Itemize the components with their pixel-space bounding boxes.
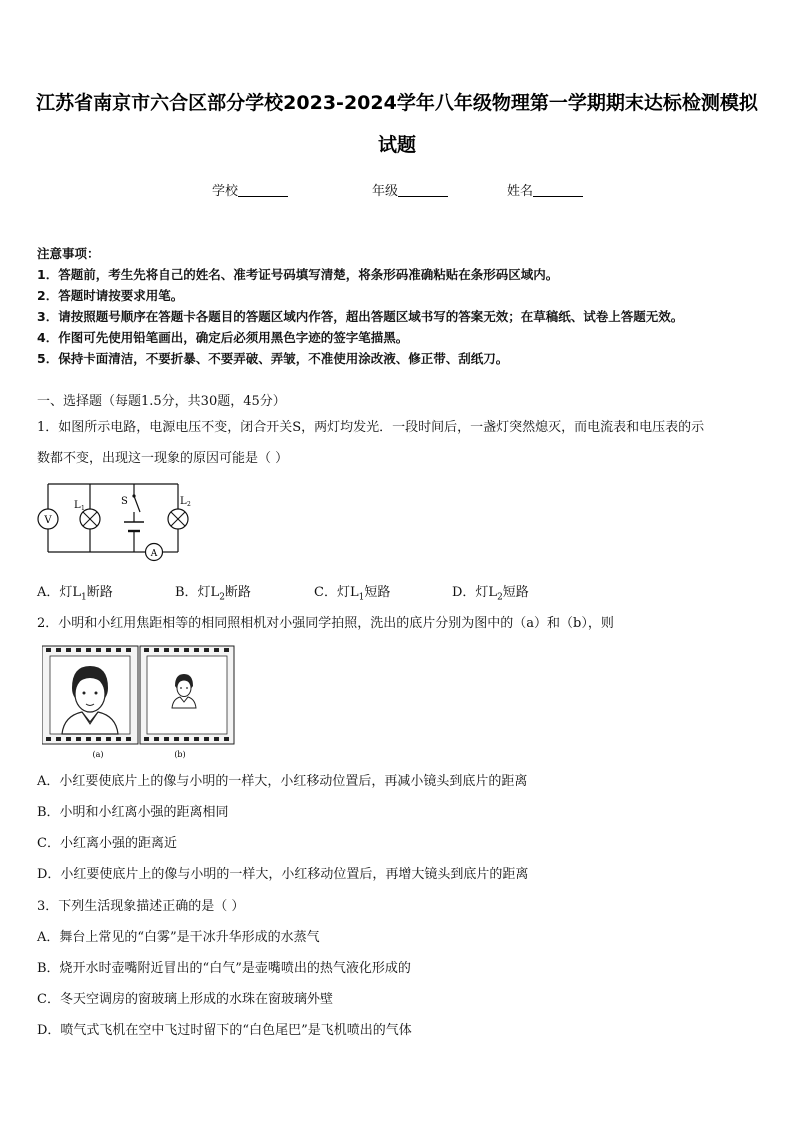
q1-circuit-diagram — [36, 478, 196, 568]
lamp-l2-icon — [168, 509, 188, 529]
name-field — [507, 180, 583, 199]
q1-stem-line2: 数都不变，出现这一现象的原因可能是（ ） — [37, 451, 289, 466]
document-title-line1: 江苏省南京市六合区部分学校2023-2024学年八年级物理第一学期期末达标检测模拟 — [36, 92, 758, 114]
switch-label: S — [121, 496, 128, 507]
q3-option-b: B．烧开水时壶嘴附近冒出的“白气”是壶嘴喷出的热气液化形成的 — [37, 961, 411, 976]
voltmeter-label: V — [44, 515, 52, 526]
notice-heading: 注意事项： — [37, 246, 100, 261]
notice-item-1: 1．答题前，考生先将自己的姓名、准考证号码填写清楚，将条形码准确粘贴在条形码区域内。 — [37, 267, 559, 282]
q2-film-negatives-figure — [42, 644, 236, 760]
school-label: 学校 — [212, 184, 239, 199]
school-blank — [238, 184, 288, 197]
q1-option-c: C．灯$L_1$短路 — [314, 585, 391, 603]
name-label: 姓名 — [507, 184, 534, 199]
lamp-l1-icon — [80, 509, 100, 529]
school-field — [212, 180, 288, 199]
switch-pivot-icon — [132, 494, 135, 497]
notice-item-3: 3．请按照题号顺序在答题卡各题目的答题区域内作答，超出答题区域书写的答案无效；在草稿纸、试卷上答题无效。 — [37, 309, 684, 324]
q1-stem-line1: 1．如图所示电路，电源电压不变，闭合开关S，两灯均发光．一段时间后，一盏灯突然熄灭，而电流表和电压表的示 — [37, 420, 705, 435]
q3-option-c: C．冬天空调房的窗玻璃上形成的水珠在窗玻璃外壁 — [37, 992, 333, 1007]
q3-option-d: D．喷气式飞机在空中飞过时留下的“白色尾巴”是飞机喷出的气体 — [37, 1023, 412, 1038]
notice-item-2: 2．答题时请按要求用笔。 — [37, 288, 184, 303]
lamp-l1-label: L — [74, 500, 81, 511]
lamp-l1-subscript: 1 — [81, 505, 85, 512]
portrait-a-face — [75, 676, 105, 712]
film-strip-a — [42, 646, 138, 744]
q1-option-a: A．灯$L_1$断路 — [37, 585, 113, 603]
name-blank — [533, 184, 583, 197]
document-title-line2: 试题 — [377, 134, 416, 156]
lamp-l2-subscript: 2 — [187, 501, 191, 508]
grade-blank — [398, 184, 448, 197]
section-heading: 一、选择题（每题1.5分，共30题，45分） — [37, 394, 286, 409]
lamp-l2-label: L — [180, 496, 187, 507]
q3-stem: 3．下列生活现象描述正确的是（ ） — [37, 899, 245, 914]
notice-item-5: 5．保持卡面清洁，不要折暴、不要弄破、弄皱，不准使用涂改液、修正带、刮纸刀。 — [37, 351, 509, 366]
grade-label: 年级 — [372, 184, 399, 199]
q2-option-d: D．小红要使底片上的像与小明的一样大，小红移动位置后，再增大镜头到底片的距离 — [37, 867, 529, 882]
ammeter-label: A — [150, 549, 158, 559]
q1-option-d: D．灯$L_2$短路 — [452, 585, 529, 603]
q2-option-b: B．小明和小红离小强的距离相同 — [37, 805, 229, 820]
grade-field — [372, 180, 448, 199]
q3-option-a: A．舞台上常见的“白雾”是干冰升华形成的水蒸气 — [37, 930, 320, 945]
q2-stem: 2．小明和小红用焦距相等的相同照相机对小强同学拍照，洗出的底片分别为图中的（a）和（b），则 — [37, 616, 614, 631]
fig-b-label: (b) — [174, 750, 186, 759]
q2-option-c: C．小红离小强的距离近 — [37, 836, 177, 851]
fig-a-label: (a) — [92, 750, 104, 759]
q2-option-a: A．小红要使底片上的像与小明的一样大，小红移动位置后，再减小镜头到底片的距离 — [37, 774, 528, 789]
film-strip-b — [140, 646, 234, 744]
notice-item-4: 4．作图可先使用铅笔画出，确定后必须用黑色字迹的签字笔描黑。 — [37, 330, 409, 345]
q1-option-b: B．灯$L_2$断路 — [175, 585, 251, 603]
